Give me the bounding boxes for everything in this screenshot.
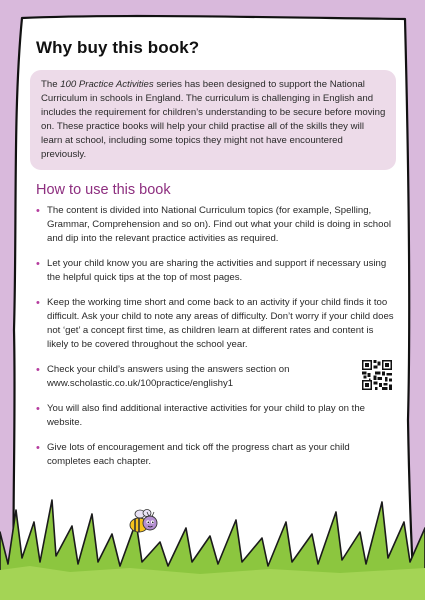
bullet-icon: • bbox=[36, 205, 40, 217]
intro-lead: The bbox=[41, 79, 61, 90]
bullet-icon: • bbox=[36, 297, 40, 309]
list-item bbox=[36, 363, 396, 391]
bee-mascot-icon bbox=[128, 509, 160, 535]
intro-body: series has been designed to support the National Curriculum in schools in England. The curriculum is challenging in English and includes the requirement for children’s understanding to be secure before moving on. These practice books will help your child practise all of the skills they will learn at school, including some topics they might not have encountered previously. bbox=[41, 79, 386, 160]
list-item bbox=[36, 296, 396, 352]
bullet-icon: • bbox=[36, 258, 40, 270]
tip-text: Let your child know you are sharing the activities and support if necessary using the helpful quick tips at the top of most pages. bbox=[47, 258, 387, 283]
tip-text: The content is divided into National Curriculum topics (for example, Spelling, Grammar, Comprehension and so on). Find out what your child is doing in school and dip into the relevant practice activities as required. bbox=[47, 205, 391, 244]
bullet-icon: • bbox=[36, 442, 40, 454]
intro-box bbox=[30, 70, 396, 170]
bullet-icon: • bbox=[36, 403, 40, 415]
tips-list bbox=[30, 204, 396, 469]
series-name: 100 Practice Activities bbox=[60, 79, 154, 90]
page-title: Why buy this book? bbox=[36, 38, 200, 57]
tip-text: Check your child’s answers using the answers section on www.scholastic.co.uk/100practice/englishy1 bbox=[47, 364, 290, 389]
list-item bbox=[36, 441, 396, 469]
list-item bbox=[36, 257, 396, 285]
tip-text: Give lots of encouragement and tick off the progress chart as your child completes each chapter. bbox=[47, 442, 350, 467]
grass-decoration bbox=[0, 492, 425, 600]
list-item bbox=[36, 402, 396, 430]
tip-text: Keep the working time short and come back to an activity if your child finds it too difficult. Ask your child to note any areas of difficulty. Don’t worry if your child does not ‘get’ a concept first time, as children learn at different rates and content is likely to be covered throughout the school year. bbox=[47, 297, 394, 350]
bullet-icon: • bbox=[36, 364, 40, 376]
tip-text: You will also find additional interactive activities for your child to play on the website. bbox=[47, 403, 366, 428]
section-heading: How to use this book bbox=[36, 182, 171, 198]
list-item bbox=[36, 204, 396, 246]
qr-code-icon[interactable] bbox=[362, 360, 392, 390]
content-area bbox=[30, 38, 396, 480]
